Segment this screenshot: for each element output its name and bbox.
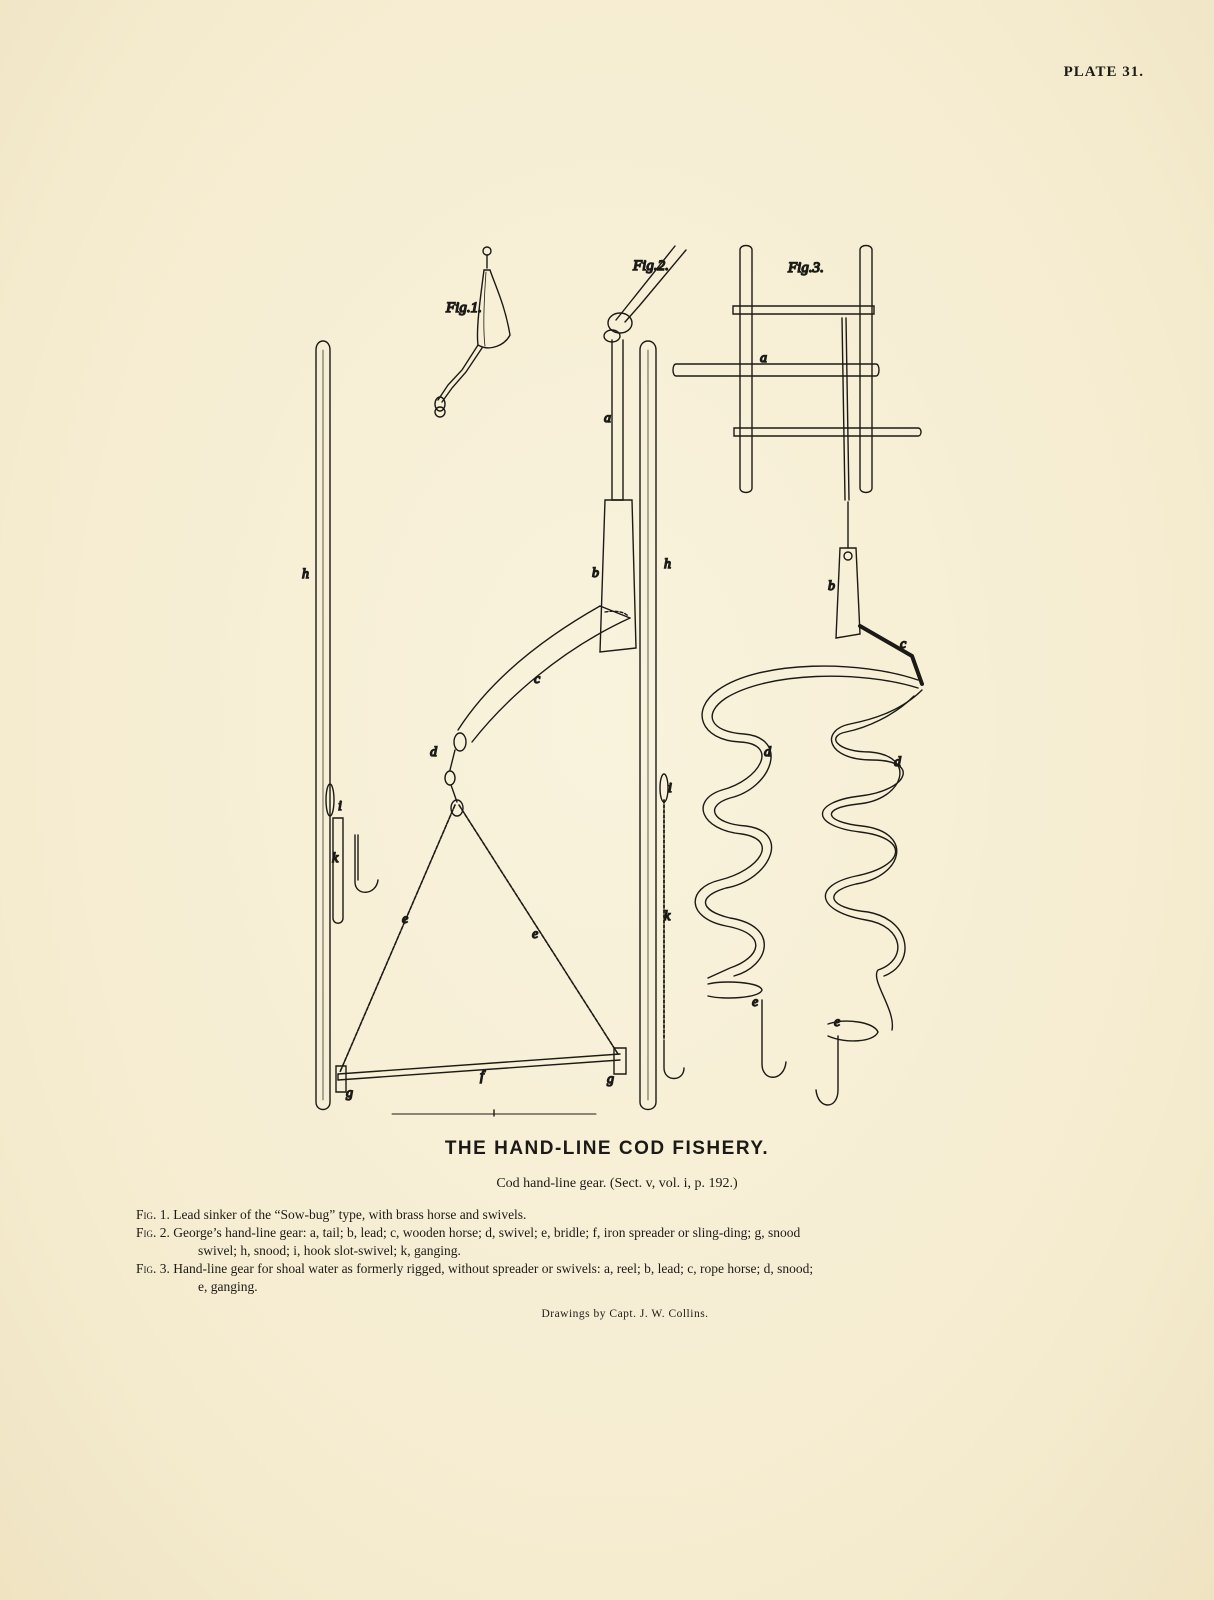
fig2-letter-d: d	[430, 745, 437, 760]
fig2-letter-k-left: k	[332, 851, 339, 866]
fig3-letter-d-left: d	[764, 745, 771, 760]
fig2-letter-e-left: e	[402, 912, 409, 927]
caption-number: Fig. 3.	[136, 1261, 170, 1276]
fig3-label: Fig.3.	[788, 260, 824, 276]
fig2-label: Fig.2.	[633, 258, 669, 274]
fig2-letter-k-right: k	[664, 909, 671, 924]
caption-text: Hand-line gear for shoal water as formerly rigged, without spreader or swivels: a, reel; b, lead; c, rope horse; d, snood;	[173, 1261, 814, 1276]
fig2-letter-i-right: i	[668, 781, 672, 796]
caption-number: Fig. 2.	[136, 1225, 170, 1240]
fig2-letter-h-left: h	[302, 567, 309, 582]
caption-text: George’s hand-line gear: a, tail; b, lead; c, wooden horse; d, swivel; e, bridle; f, iron spreader or sling-ding; g, snood	[173, 1225, 801, 1240]
fig3-letter-a: a	[760, 351, 767, 366]
fig2-letter-g-left: g	[346, 1086, 353, 1101]
caption-text: Lead sinker of the “Sow-bug” type, with brass horse and swivels.	[173, 1207, 527, 1222]
fig3-letter-d-right: d	[894, 755, 901, 770]
fig2-drawing	[316, 246, 686, 1116]
caption-fig3	[136, 1260, 1111, 1296]
fig3-drawing	[673, 246, 922, 1106]
fig2-letter-b: b	[592, 566, 599, 581]
caption-continuation: swivel; h, snood; i, hook slot-swivel; k, ganging.	[198, 1243, 461, 1258]
caption-continuation: e, ganging.	[198, 1279, 258, 1294]
fig2-letter-h-right: h	[664, 557, 671, 572]
fig1-sinker-drawing	[435, 247, 510, 417]
plate-subtitle: Cod hand-line gear. (Sect. v, vol. i, p. 192.)	[496, 1176, 738, 1191]
fig2-letter-g-right: g	[607, 1072, 614, 1087]
fig2-letter-f: f	[480, 1069, 484, 1084]
caption-fig2	[136, 1224, 1111, 1260]
fig3-letter-e-right: e	[834, 1015, 841, 1030]
caption-number: Fig. 1.	[136, 1207, 170, 1222]
fig2-letter-c: c	[534, 672, 541, 687]
fig2-letter-e-right: e	[532, 927, 539, 942]
fig1-label: Fig.1.	[446, 300, 482, 316]
figure-captions	[136, 1206, 1111, 1296]
fig2-letter-i-left: i	[338, 799, 342, 814]
fig3-letter-b: b	[828, 579, 835, 594]
plate-number: PLATE 31.	[1063, 64, 1144, 80]
caption-fig1	[136, 1206, 1111, 1224]
fig3-letter-e-left: e	[752, 995, 759, 1010]
plate-title: THE HAND-LINE COD FISHERY.	[444, 1138, 770, 1159]
fig3-letter-c: c	[900, 637, 907, 652]
drawing-credit: Drawings by Capt. J. W. Collins.	[541, 1308, 709, 1320]
fig2-letter-a: a	[604, 411, 611, 426]
